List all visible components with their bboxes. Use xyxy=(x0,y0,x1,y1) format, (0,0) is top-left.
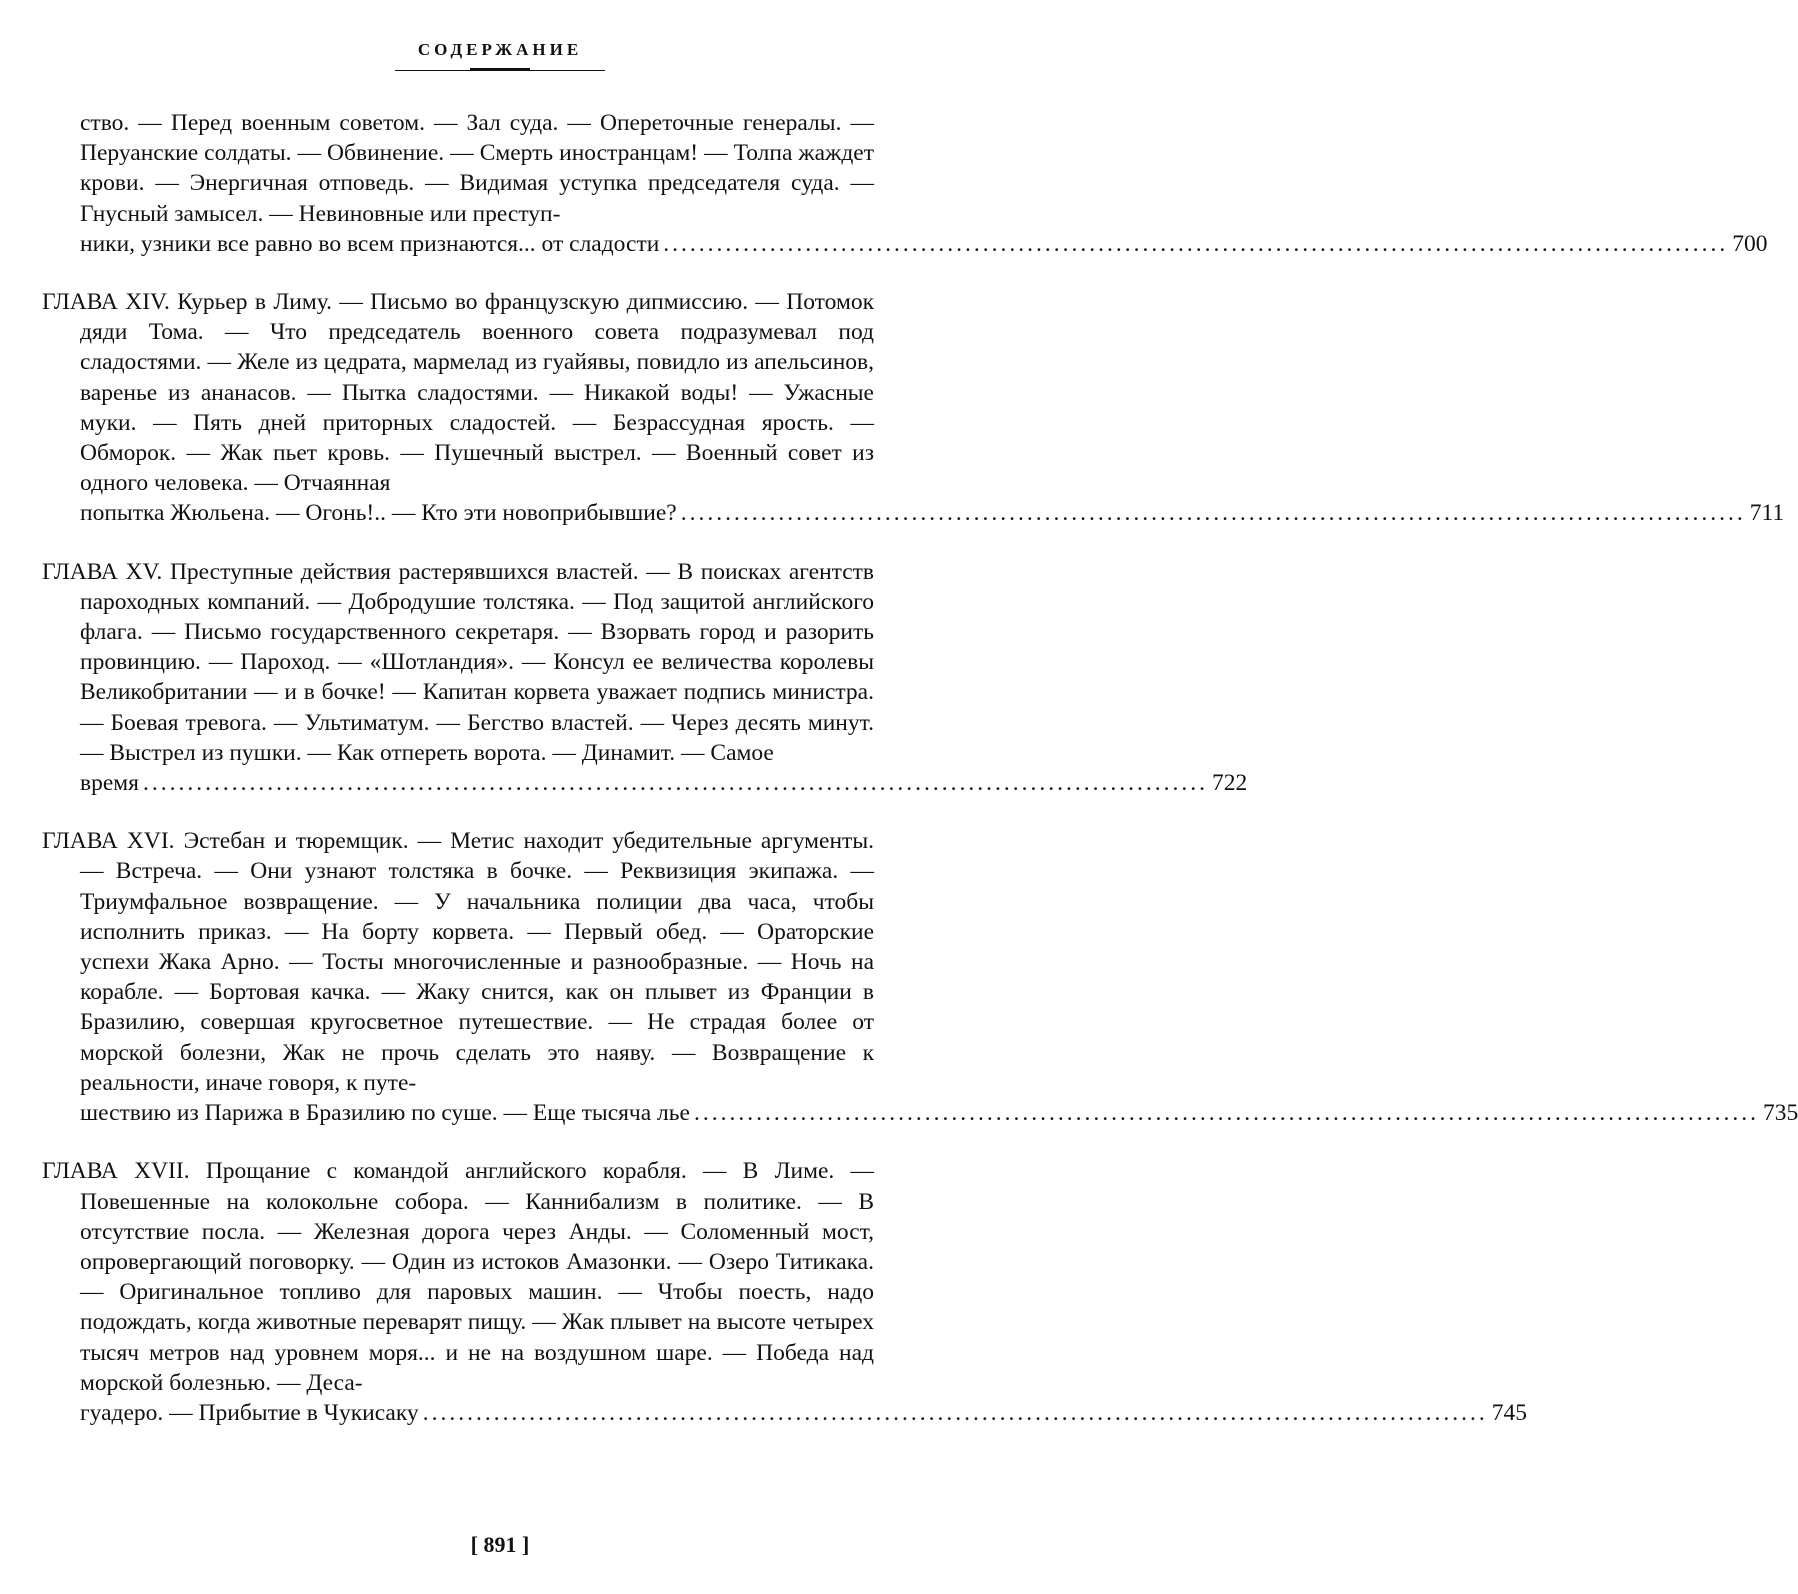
toc-entry-text: ство. — Перед военным советом. — Зал суда. — Опереточные генералы. — Перуанские солдаты. — Обвинение. — Смерть иностранцам! — Толпа жаждет крови. — Энергичная отповедь. — Видимая уступка председателя суда. — Гнусный замысел. — Невиновные или преступ- xyxy=(80,110,874,227)
chapter-label: ГЛАВА XV. xyxy=(42,558,163,585)
toc-entry-lastline xyxy=(42,1398,1527,1428)
toc-entry-lastline xyxy=(42,1098,1798,1128)
toc-entry-lastline xyxy=(42,229,1768,259)
dot-leader: ........................................................................................................................ xyxy=(693,1100,1759,1127)
toc-entry-text: ГЛАВА XV. Преступные действия растерявшихся властей. — В поисках агентств пароходных компаний. — Добродушие толстяка. — Под защитой английского флага. — Письмо государственного секретаря. — Взорвать город и разорить провинцию. — Пароход. — «Шотландия». — Консул ее величества королевы Великобритании — и в бочке! — Капитан корвета уважает подпись министра. — Боевая тревога. — Ультиматум. — Бегство властей. — Через десять минут. — Выстрел из пушки. — Как отпереть ворота. — Динамит. — Самое xyxy=(42,558,875,766)
dot-leader: ........................................................................................................................ xyxy=(422,1399,1488,1426)
toc-entry-text: ГЛАВА XVI. Эстебан и тюремщик. — Метис находит убедительные аргументы. — Встреча. — Они узнают толстяка в бочке. — Реквизиция экипажа. — Триумфальное возвращение. — У начальника полиции два часа, чтобы исполнить приказ. — На борту корвета. — Первый обед. — Ораторские успехи Жака Арно. — Тосты многочисленные и разнообразные. — Ночь на корабле. — Бортовая качка. — Жаку снится, как он плывет из Франции в Бразилию, совершая кругосветное путешествие. — Не страдая более от морской болезни, Жак не прочь сделать это наяву. — Возвращение к реальности, иначе говоря, к путе- xyxy=(42,828,874,1096)
toc-entry-tail: шествию из Парижа в Бразилию по суше. — Еще тысяча лье xyxy=(80,1100,690,1127)
chapter-label: ГЛАВА XVII. xyxy=(42,1158,190,1185)
header-rule xyxy=(395,70,605,71)
dot-leader: ........................................................................................................................ xyxy=(663,230,1729,257)
toc-entry-chapter-xv xyxy=(42,557,1248,799)
toc-page-number: 735 xyxy=(1762,1100,1798,1127)
toc-entry-text: ГЛАВА XIV. Курьер в Лиму. — Письмо во французскую дипмиссию. — Потомок дяди Тома. — Что председатель военного совета подразумевал под сладостями. — Желе из цедрата, мармелад из гуайявы, повидло из апельсинов, варенье из ананасов. — Пытка сладостями. — Никакой воды! — Ужасные муки. — Пять дней приторных сладостей. — Безрассудная ярость. — Обморок. — Жак пьет кровь. — Пушечный выстрел. — Военный совет из одного человека. — Отчаянная xyxy=(42,289,874,497)
running-header xyxy=(0,40,1000,71)
toc-page-number: 700 xyxy=(1732,230,1768,257)
toc-page-number: 722 xyxy=(1211,770,1248,797)
toc-entry-tail: время xyxy=(80,770,139,797)
chapter-label: ГЛАВА XVI. xyxy=(42,828,175,855)
toc-entry-continuation xyxy=(42,108,1768,259)
dot-leader: ........................................................................................................................ xyxy=(680,500,1746,527)
toc-page-number: 711 xyxy=(1749,500,1785,527)
toc-entry-chapter-xiv xyxy=(42,287,1785,529)
toc-entry-lastline xyxy=(42,498,1785,528)
toc-entry-chapter-xvi xyxy=(42,826,1798,1128)
toc-entry-lastline xyxy=(42,768,1248,798)
toc-entry-text: ГЛАВА XVII. Прощание с командой английского корабля. — В Лиме. — Повешенные на колокольне собора. — Каннибализм в политике. — В отсутствие посла. — Железная дорога через Анды. — Соломенный мост, опровергающий поговорку. — Один из истоков Амазонки. — Озеро Титикака. — Оригинальное топливо для паровых машин. — Чтобы поесть, надо подождать, когда животные переварят пищу. — Жак плывет на высоте четырех тысяч метров над уровнем моря... и не на воздушном шаре. — Победа над морской болезнью. — Деса- xyxy=(42,1158,874,1396)
toc-page-number: 745 xyxy=(1491,1399,1527,1426)
toc-entry-tail: ники, узники все равно во всем признаются... от сладости xyxy=(80,230,660,257)
toc-entry-chapter-xvii xyxy=(42,1156,1527,1428)
page-number: [ 891 ] xyxy=(470,1532,530,1557)
header-title: СОДЕРЖАНИЕ xyxy=(417,40,583,59)
toc-entry-tail: гуадеро. — Прибытие в Чукисаку xyxy=(80,1399,419,1426)
chapter-label: ГЛАВА XIV. xyxy=(42,289,170,316)
toc-content xyxy=(42,108,1798,1456)
toc-entry-tail: попытка Жюльена. — Огонь!.. — Кто эти новоприбывшие? xyxy=(80,500,677,527)
dot-leader: ........................................................................................................................ xyxy=(142,770,1208,797)
